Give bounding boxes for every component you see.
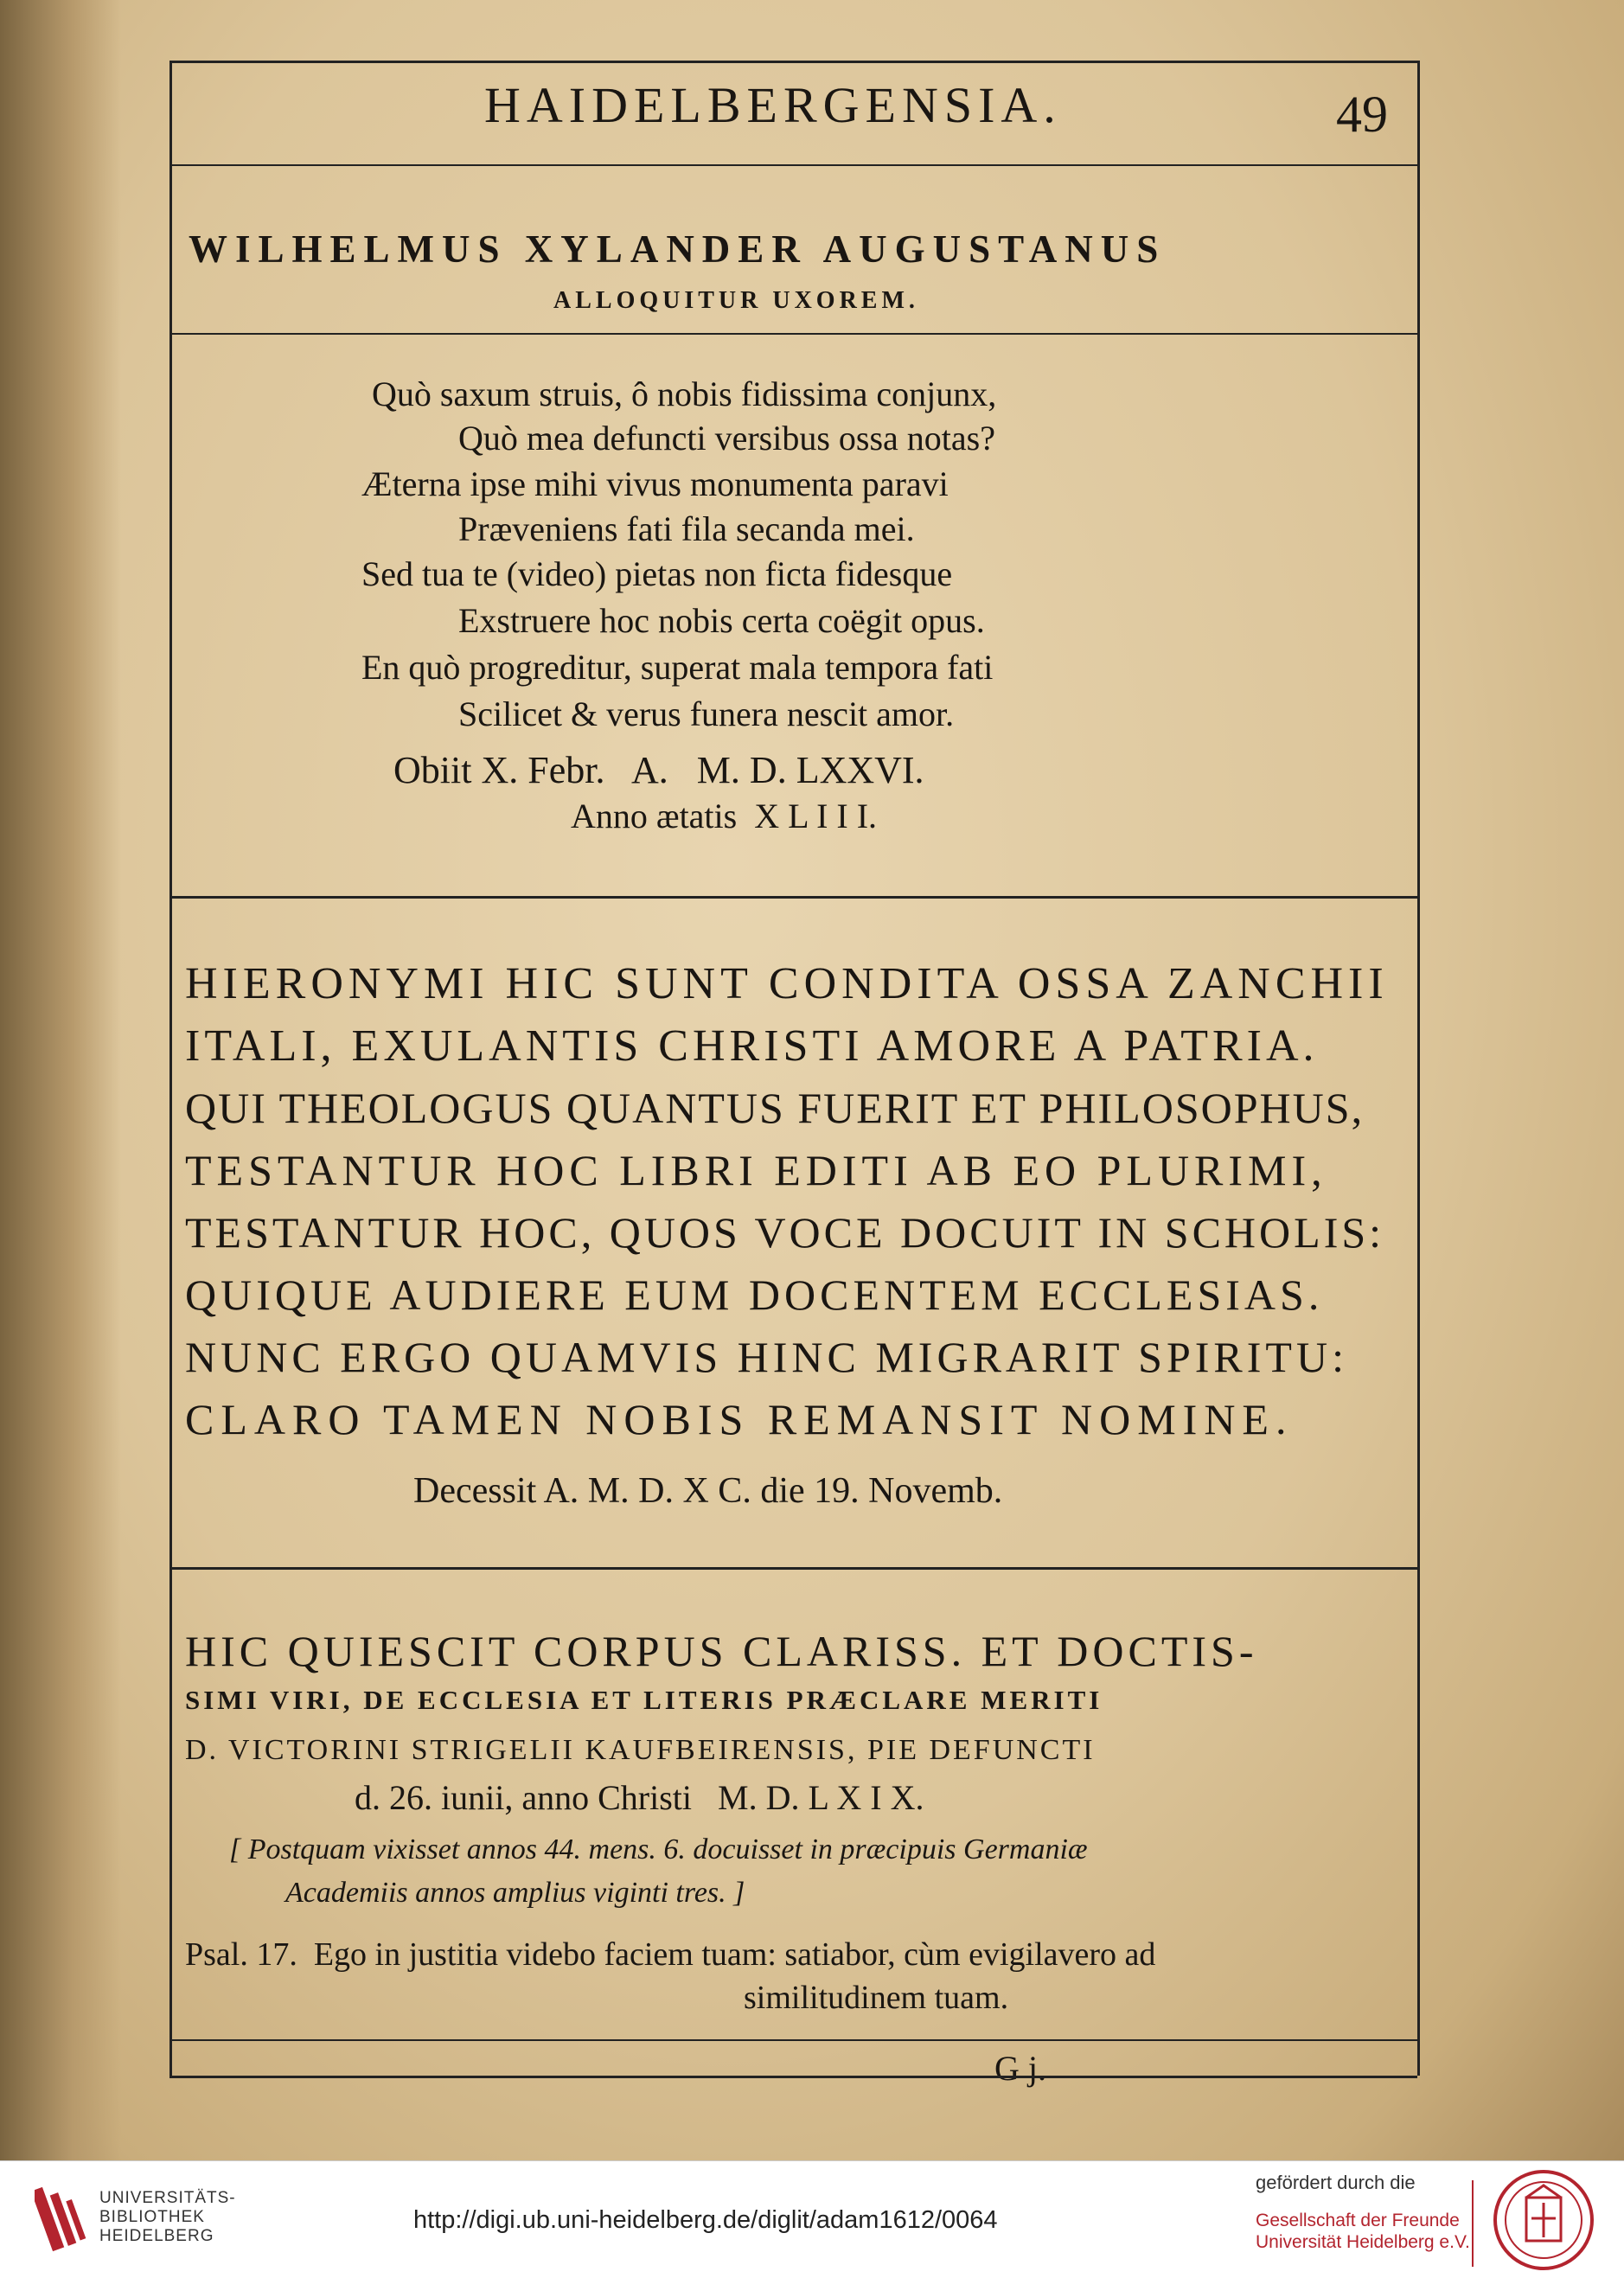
epitaph1-verse: Quò saxum struis, ô nobis fidissima conjunx,	[372, 374, 997, 413]
epitaph1-heading: WILHELMUS XYLANDER AUGUSTANUS	[189, 227, 1167, 271]
section-divider	[169, 896, 1417, 899]
epitaph3-line: d. 26. iunii, anno Christi M. D. L X I X.	[355, 1778, 924, 1817]
university-library-logo-icon	[35, 2180, 88, 2258]
epitaph1-verse: Præveniens fati fila secanda mei.	[458, 509, 915, 548]
running-title: HAIDELBERGENSIA.	[484, 77, 1062, 133]
page-edge-shadow	[0, 0, 121, 2160]
bottom-border-rule	[169, 2076, 1417, 2078]
epitaph2-line: QUIQUE AUDIERE EUM DOCENTEM ECCLESIAS.	[185, 1270, 1324, 1319]
sponsor-label: gefördert durch die	[1256, 2172, 1416, 2193]
section-divider	[169, 1567, 1417, 1570]
epitaph2-decessit: Decessit A. M. D. X C. die 19. Novemb.	[413, 1471, 1003, 1511]
header-rule	[169, 164, 1417, 166]
psalm-line: Psal. 17. Ego in justitia videbo faciem tuam: satiabor, cùm evigilavero ad	[185, 1936, 1156, 1973]
epitaph1-verse: Sed tua te (video) pietas non ficta fidesque	[361, 554, 953, 593]
epitaph3-italic-note: Academiis annos amplius viginti tres. ]	[285, 1877, 745, 1909]
library-name: UNIVERSITÄTS- BIBLIOTHEK HEIDELBERG	[99, 2189, 236, 2245]
epitaph2-line: ITALI, EXULANTIS CHRISTI AMORE A PATRIA.	[185, 1021, 1319, 1071]
epitaph2-line: TESTANTUR HOC, QUOS VOCE DOCUIT IN SCHOLIS:	[185, 1208, 1385, 1257]
epitaph1-subheading-rule	[169, 333, 1417, 335]
epitaph1-obiit: Obiit X. Febr. A. M. D. LXXVI.	[393, 749, 924, 791]
bottom-rule	[169, 2039, 1417, 2041]
psalm-line: similitudinem tuam.	[744, 1980, 1009, 2016]
epitaph1-verse: Exstruere hoc nobis certa coëgit opus.	[458, 601, 985, 640]
epitaph3-line: SIMI VIRI, DE ECCLESIA ET LITERIS PRÆCLARE MERITI	[185, 1685, 1103, 1715]
epitaph2-line: HIERONYMI HIC SUNT CONDITA OSSA ZANCHII	[185, 959, 1389, 1008]
epitaph3-line: D. VICTORINI STRIGELII KAUFBEIRENSIS, PIE DEFUNCTI	[185, 1734, 1096, 1766]
viewer-footer	[0, 2160, 1624, 2278]
top-border-rule	[169, 61, 1417, 63]
page-number: 49	[1336, 86, 1388, 143]
epitaph2-line: CLARO TAMEN NOBIS REMANSIT NOMINE.	[185, 1395, 1294, 1443]
epitaph2-line: QUI THEOLOGUS QUANTUS FUERIT ET PHILOSOPHUS,	[185, 1084, 1365, 1132]
epitaph1-verse: Scilicet & verus funera nescit amor.	[458, 694, 955, 733]
permalink-url[interactable]: http://digi.ub.uni-heidelberg.de/diglit/adam1612/0064	[413, 2206, 998, 2234]
epitaph2-line: NUNC ERGO QUAMVIS HINC MIGRARIT SPIRITU:	[185, 1333, 1348, 1381]
epitaph1-verse: Quò mea defuncti versibus ossa notas?	[458, 419, 995, 458]
epitaph1-verse: Æterna ipse mihi vivus monumenta paravi	[361, 464, 949, 503]
university-seal-icon	[1492, 2168, 1595, 2272]
epitaph2-line: TESTANTUR HOC LIBRI EDITI AB EO PLURIMI,	[185, 1146, 1327, 1194]
epitaph3-italic-note: [ Postquam vixisset annos 44. mens. 6. docuisset in præcipuis Germaniæ	[229, 1833, 1088, 1865]
signature-mark: G j.	[994, 2049, 1046, 2088]
sponsor-divider	[1472, 2180, 1474, 2267]
epitaph3-line: HIC QUIESCIT CORPUS CLARISS. ET DOCTIS-	[185, 1627, 1258, 1675]
epitaph1-subheading: ALLOQUITUR UXOREM.	[553, 287, 919, 314]
sponsor-name[interactable]	[1256, 2210, 1470, 2253]
sponsor-name-line: Gesellschaft der Freunde	[1256, 2211, 1460, 2230]
epitaph1-verse: En quò progreditur, superat mala tempora fati	[361, 648, 994, 687]
epitaph1-aetas: Anno ætatis X L I I I.	[571, 797, 878, 835]
sponsor-name-line: Universität Heidelberg e.V.	[1256, 2232, 1470, 2252]
